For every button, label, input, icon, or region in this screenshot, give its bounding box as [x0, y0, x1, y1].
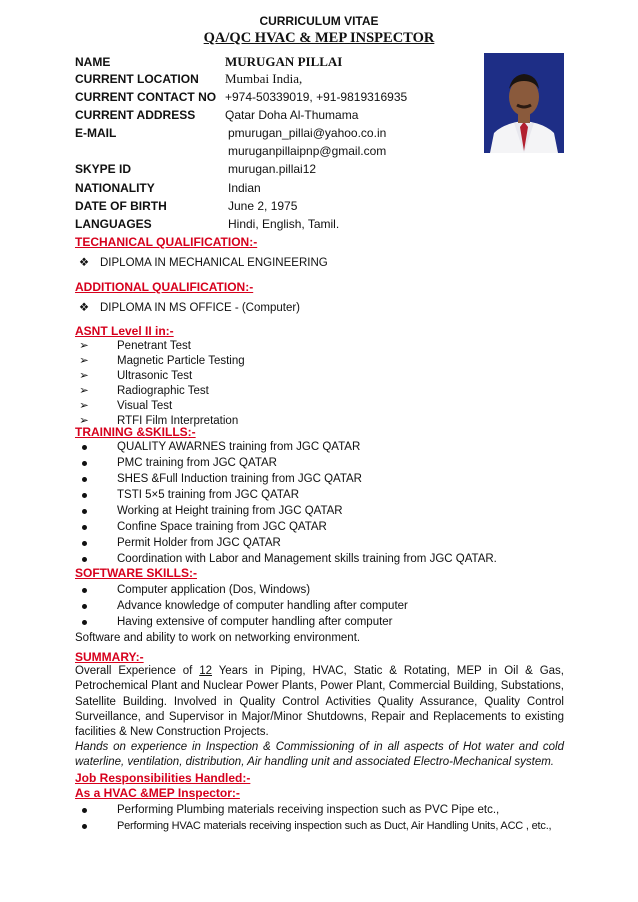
cv-role-title: QA/QC HVAC & MEP INSPECTOR	[203, 30, 435, 46]
detail-label: NAME	[75, 55, 111, 69]
bullet-dot-icon	[82, 557, 87, 562]
detail-value: June 2, 1975	[228, 199, 298, 213]
software-skills-heading: SOFTWARE SKILLS:-	[75, 566, 197, 580]
cv-page: CURRICULUM VITAE QA/QC HVAC & MEP INSPECTOR NAME MURUGAN PILLAI CURRENT LOCATION Mumbai India, CURRENT CONTACT NO +974-50339019, +91-9819316935 CURRENT ADDRESS Qatar Doha Al-Thumama E-MAIL pmurugan_pillai@yahoo.co.in muruganpillaipnp@gmail.com SKYPE ID murugan.pillai12 NATIONALITY Indian DATE OF BIRTH June 2, 1975 LANGUAGES Hindi, English, Tamil. TECHANICAL QUALIFICATION:- ❖ DIPLOMA IN MECHANICAL ENGINEERING ADDITIONAL QUALIFICATION:- ❖ DIPLOMA IN MS OFFICE - (Computer) ASNT Level II in:- ➢ Penetrant Test ➢ Magnetic Particle Testing ➢ Ultrasonic Test ➢ Radiographic Test ➢ Visual Test ➢ RTFI Film Interpretation TRAINING &SKILLS:- QUALITY AWARNES training from JGC QATAR PMC training from JGC QATAR SHES &Full Induction training from JGC QATAR TSTI 5×5 training from JGC QATAR Working at Height training from JGC QATAR Confine Space training from JGC QATAR Permit Holder from JGC QATAR Coordination with Labor and Management skills training from JGC QATAR. SOFTWARE SKILLS:- Computer application (Dos, Windows) Advance knowledge of computer handling after computer Having extensive of computer handling after computer Software and ability to work on networking environment. SUMMARY:- Overall Experience of 12 Years in Piping, HVAC, Static & Rotating, MEP in Oil & Gas, Petrochemical Plant and Nuclear Power Plants, Power Plant, Commercial Building, Substations, Satellite Building. Involved in Quality Control Activities Quality Assurance, Quality Control Surveillance, and Supervisor in Major/Minor Shutdowns, Repair and Replacements to existing facilities & New Construction Projects. Hands on experience in Inspection & Commissioning of in all aspects of Hot water and cold waterline, ventilation, distribution, Air handling unit and associated Electro-Mechanical system. Job Responsibilities Handled:- As a HVAC &MEP Inspector:- Performing Plumbing materials receiving inspection such as PVC Pipe etc., Performing HVAC materials receiving inspection such as Duct, Air Handling Units, ACC , etc.,	[0, 0, 638, 902]
email-link[interactable]: pmurugan_pillai@yahoo.co.in	[228, 126, 387, 140]
additional-qualification-heading: ADDITIONAL QUALIFICATION:-	[75, 280, 254, 294]
bullet-dot-icon	[82, 824, 87, 829]
detail-label: E-MAIL	[75, 126, 117, 140]
detail-value: Indian	[228, 181, 261, 195]
detail-label: NATIONALITY	[75, 181, 155, 195]
bullet-dot-icon	[82, 604, 87, 609]
diamond-bullet-icon: ❖	[78, 257, 90, 269]
training-heading: TRAINING &SKILLS:-	[75, 425, 196, 439]
arrow-bullet-icon: ➢	[79, 355, 89, 367]
arrow-bullet-icon: ➢	[79, 340, 89, 352]
arrow-bullet-icon: ➢	[79, 400, 89, 412]
bullet-dot-icon	[82, 493, 87, 498]
detail-label: CURRENT CONTACT NO	[75, 90, 217, 104]
bullet-dot-icon	[82, 525, 87, 530]
summary-paragraph: Overall Experience of 12 Years in Piping, HVAC, Static & Rotating, MEP in Oil & Gas, Petrochemical Plant and Nuclear Power Plants, Power Plant, Commercial Building, Substations, Satellite Building. Involved in Quality Control Activities Quality Assurance, Quality Control Surveillance, and Supervisor in Major/Minor Shutdowns, Repair and Replacements to existing facilities & New Construction Projects.	[75, 665, 564, 739]
hvac-mep-inspector-heading: As a HVAC &MEP Inspector:-	[75, 786, 240, 800]
bullet-dot-icon	[82, 445, 87, 450]
detail-value: Mumbai India,	[225, 71, 303, 86]
detail-value: Qatar Doha Al-Thumama	[225, 108, 359, 122]
arrow-bullet-icon: ➢	[79, 370, 89, 382]
detail-label: CURRENT LOCATION	[75, 72, 199, 86]
detail-value: murugan.pillai12	[228, 162, 317, 176]
bullet-dot-icon	[82, 620, 87, 625]
detail-label: DATE OF BIRTH	[75, 199, 167, 213]
diamond-bullet-icon: ❖	[78, 302, 90, 314]
years-value: 12	[199, 665, 213, 677]
detail-value: MURUGAN PILLAI	[225, 54, 343, 69]
detail-value: +974-50339019, +91-9819316935	[225, 90, 408, 104]
summary-italic-paragraph: Hands on experience in Inspection & Commissioning of in all aspects of Hot water and cold waterline, ventilation, distribution, Air handling unit and associated Electro-Mechanical system.	[75, 741, 564, 769]
bullet-dot-icon	[82, 588, 87, 593]
detail-label: LANGUAGES	[75, 217, 152, 231]
bullet-dot-icon	[82, 509, 87, 514]
job-responsibilities-heading: Job Responsibilities Handled:-	[75, 771, 251, 785]
cv-title: CURRICULUM VITAE	[259, 14, 379, 28]
technical-qualification-heading: TECHANICAL QUALIFICATION:-	[75, 235, 258, 249]
arrow-bullet-icon: ➢	[79, 415, 89, 427]
detail-value: Hindi, English, Tamil.	[228, 217, 340, 231]
arrow-bullet-icon: ➢	[79, 385, 89, 397]
bullet-dot-icon	[82, 477, 87, 482]
email-link[interactable]: muruganpillaipnp@gmail.com	[228, 144, 387, 158]
software-note: Software and ability to work on networking environment.	[75, 632, 361, 644]
summary-heading: SUMMARY:-	[75, 650, 144, 664]
detail-label: SKYPE ID	[75, 162, 132, 176]
profile-photo	[484, 53, 564, 153]
bullet-dot-icon	[82, 808, 87, 813]
bullet-dot-icon	[82, 541, 87, 546]
detail-label: CURRENT ADDRESS	[75, 108, 196, 122]
asnt-heading: ASNT Level II in:-	[75, 324, 174, 338]
bullet-dot-icon	[82, 461, 87, 466]
